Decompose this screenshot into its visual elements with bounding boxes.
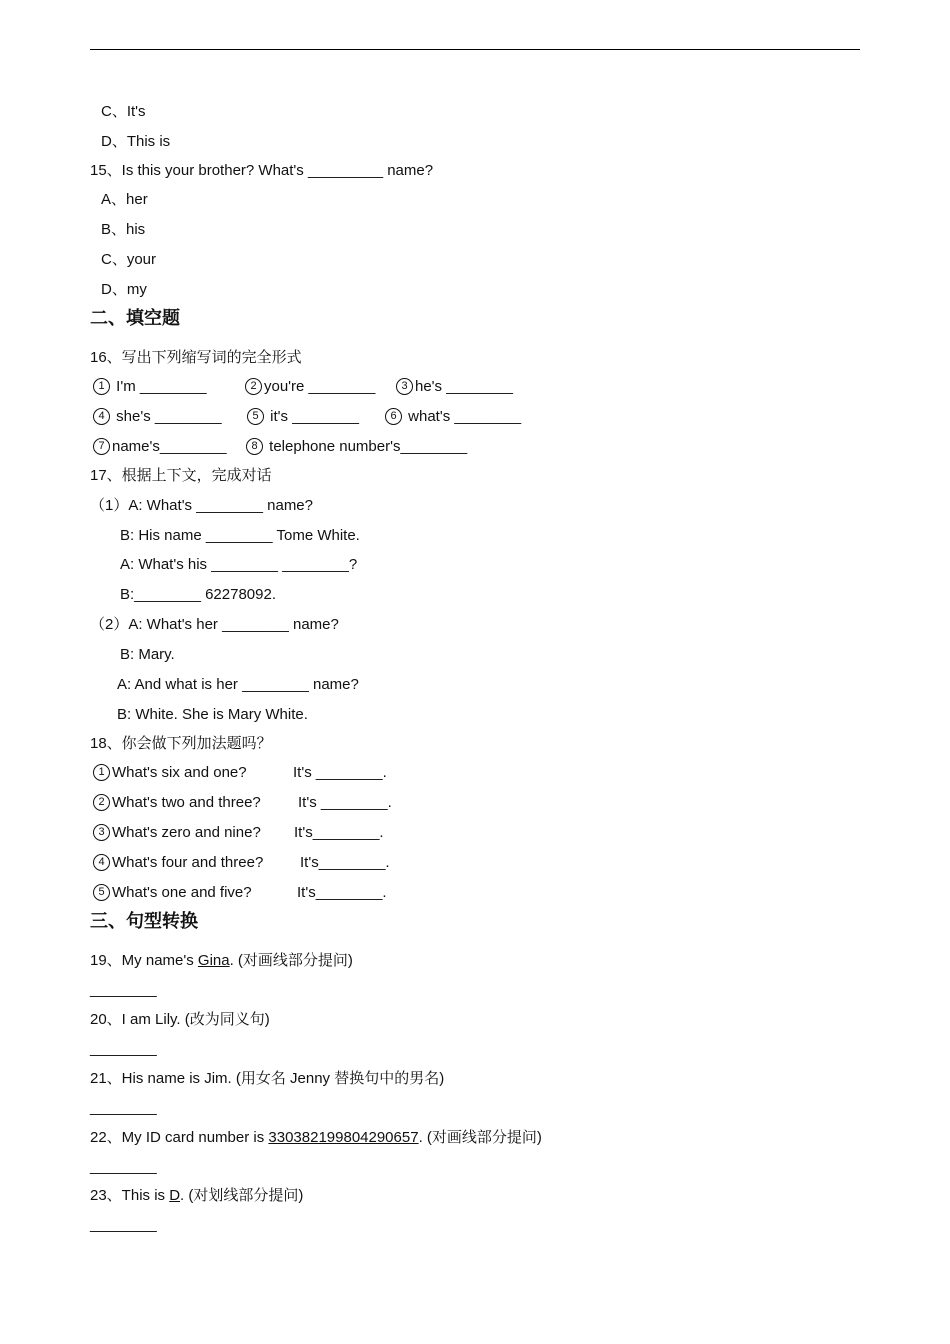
- section-2-title: 二、填空题: [90, 308, 180, 329]
- q18-answer-4: It's________.: [300, 854, 390, 871]
- q18-question-3: 3 What's zero and nine?: [93, 823, 261, 843]
- q17-dialogue-line: B:________ 62278092.: [120, 586, 276, 603]
- q17-dialogue-line: A: And what is her ________ name?: [117, 676, 359, 693]
- q21-answer-blank[interactable]: ________: [90, 1099, 157, 1116]
- q16-item-4: 4 she's ________: [93, 407, 222, 427]
- q22-answer-blank[interactable]: ________: [90, 1158, 157, 1175]
- q23-stem: 23、This is D. (对划线部分提问): [90, 1187, 304, 1204]
- circled-number-5: 5: [93, 884, 110, 901]
- circled-number-3: 3: [396, 378, 413, 395]
- q17-dialogue-line: B: White. She is Mary White.: [117, 706, 308, 723]
- q18-answer-5: It's________.: [297, 884, 387, 901]
- q18-answer-2: It's ________.: [298, 794, 392, 811]
- circled-number-2: 2: [93, 794, 110, 811]
- q16-stem: 16、写出下列缩写词的完全形式: [90, 349, 302, 366]
- q18-question-1: 1 What's six and one?: [93, 763, 247, 783]
- q15-option-d[interactable]: D、my: [101, 281, 147, 298]
- q16-item-3: 3 he's ________: [396, 377, 513, 397]
- q23-answer-blank[interactable]: ________: [90, 1216, 157, 1233]
- q16-item-2: 2 you're ________: [245, 377, 375, 397]
- underlined-text: D: [169, 1187, 181, 1204]
- q16-item-5: 5 it's ________: [247, 407, 359, 427]
- q20-answer-blank[interactable]: ________: [90, 1040, 157, 1057]
- q21-stem: 21、His name is Jim. (用女名 Jenny 替换句中的男名): [90, 1070, 445, 1087]
- q17-dialogue-line: B: His name ________ Tome White.: [120, 527, 360, 544]
- circled-number-4: 4: [93, 854, 110, 871]
- underlined-text: 330382199804290657: [268, 1129, 419, 1146]
- underlined-text: Gina: [197, 952, 230, 969]
- q18-question-4: 4 What's four and three?: [93, 853, 263, 873]
- q17-dialogue-line: A: What's his ________ ________?: [120, 556, 358, 573]
- q17-dialogue-line: B: Mary.: [120, 646, 175, 663]
- circled-number-2: 2: [245, 378, 262, 395]
- q16-item-1: 1 I'm ________: [93, 377, 207, 397]
- q15-option-b[interactable]: B、his: [101, 221, 146, 238]
- q19-stem: 19、My name's Gina. (对画线部分提问): [90, 952, 353, 969]
- q15-option-c[interactable]: C、your: [101, 251, 157, 268]
- circled-number-5: 5: [247, 408, 264, 425]
- section-3-title: 三、句型转换: [90, 911, 198, 932]
- q18-question-5: 5 What's one and five?: [93, 883, 252, 903]
- circled-number-8: 8: [246, 438, 263, 455]
- q17-stem: 17、根据上下文，完成对话: [90, 467, 272, 484]
- q16-item-7: 7 name's________: [93, 437, 227, 457]
- q15-stem: 15、Is this your brother? What's _________ name?: [90, 162, 434, 179]
- q14-option-d[interactable]: D、This is: [101, 133, 171, 150]
- q17-dialogue-line: （1）A: What's ________ name?: [90, 497, 313, 514]
- q19-answer-blank[interactable]: ________: [90, 981, 157, 998]
- circled-number-1: 1: [93, 378, 110, 395]
- q20-stem: 20、I am Lily. (改为同义句): [90, 1011, 270, 1028]
- circled-number-4: 4: [93, 408, 110, 425]
- header-rule: [90, 49, 860, 50]
- q18-question-2: 2 What's two and three?: [93, 793, 261, 813]
- q14-option-c[interactable]: C、It's: [101, 103, 146, 120]
- q18-answer-3: It's________.: [294, 824, 384, 841]
- q15-option-a[interactable]: A、her: [101, 191, 148, 208]
- q18-answer-1: It's ________.: [293, 764, 387, 781]
- q17-dialogue-line: （2）A: What's her ________ name?: [90, 616, 339, 633]
- circled-number-1: 1: [93, 764, 110, 781]
- q18-stem: 18、你会做下列加法题吗？: [90, 735, 272, 752]
- circled-number-6: 6: [385, 408, 402, 425]
- q16-item-8: 8 telephone number's________: [246, 437, 467, 457]
- circled-number-7: 7: [93, 438, 110, 455]
- q22-stem: 22、My ID card number is 330382199804290657. (对画线部分提问): [90, 1129, 542, 1146]
- circled-number-3: 3: [93, 824, 110, 841]
- q16-item-6: 6 what's ________: [385, 407, 521, 427]
